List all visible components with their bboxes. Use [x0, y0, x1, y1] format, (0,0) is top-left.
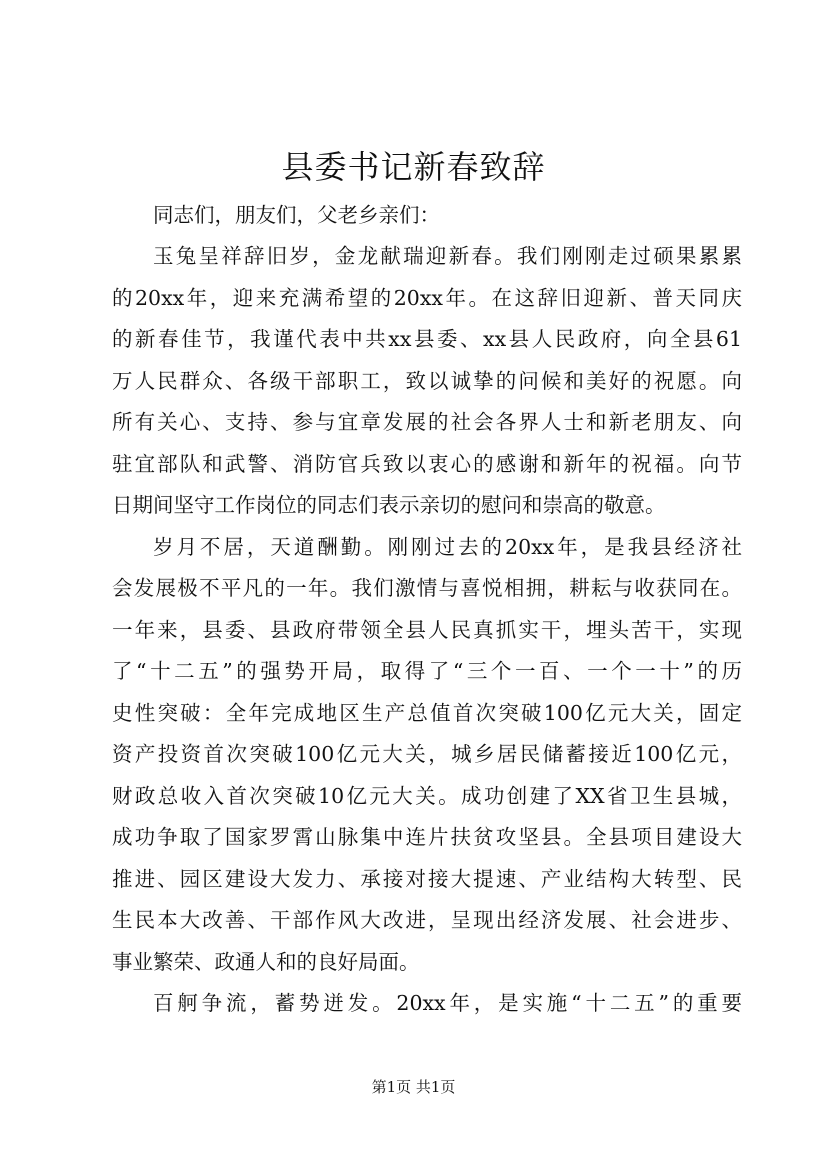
body-line: 资产投资首次突破100亿元大关，城乡居民储蓄接近100亿元，	[112, 742, 742, 766]
body-line: 所有关心、支持、参与宜章发展的社会各界人士和新老朋友、向	[112, 410, 742, 434]
body-line: 生民本大改善、干部作风大改进，呈现出经济发展、社会进步、	[112, 908, 742, 932]
page-footer: 第1页 共1页	[371, 1078, 456, 1096]
body-line: 财政总收入首次突破10亿元大关。成功创建了XX省卫生县城，	[112, 784, 742, 808]
body-line: 史性突破：全年完成地区生产总值首次突破100亿元大关，固定	[112, 701, 742, 725]
body-line: 成功争取了国家罗霄山脉集中连片扶贫攻坚县。全县项目建设大	[112, 825, 742, 849]
body-line: 的新春佳节，我谨代表中共xx县委、xx县人民政府，向全县61	[112, 327, 742, 351]
body-line: 的20xx年，迎来充满希望的20xx年。在这辞旧迎新、普天同庆	[112, 286, 742, 310]
body-line: 日期间坚守工作岗位的同志们表示亲切的慰问和崇高的敬意。	[112, 493, 666, 517]
body-line: 了“十二五”的强势开局，取得了“三个一百、一个一十”的历	[112, 659, 742, 683]
document-title: 县委书记新春致辞	[281, 148, 546, 186]
body-line: 万人民群众、各级干部职工，致以诚挚的问候和美好的祝愿。向	[112, 369, 742, 393]
body-line: 推进、园区建设大发力、承接对接大提速、产业结构大转型、民	[112, 867, 742, 891]
body-line: 事业繁荣、政通人和的良好局面。	[112, 950, 420, 974]
body-line: 百舸争流，蓄势迸发。20xx年，是实施“十二五”的重要	[153, 991, 742, 1015]
body-line: 会发展极不平凡的一年。我们激情与喜悦相拥，耕耘与收获同在。	[112, 576, 742, 600]
body-line: 驻宜部队和武警、消防官兵致以衷心的感谢和新年的祝福。向节	[112, 452, 742, 476]
body-line: 一年来，县委、县政府带领全县人民真抓实干，埋头苦干，实现	[112, 618, 742, 642]
salutation-line: 同志们，朋友们，父老乡亲们：	[153, 203, 440, 227]
body-line: 玉兔呈祥辞旧岁，金龙献瑞迎新春。我们刚刚走过硕果累累	[153, 244, 742, 268]
body-line: 岁月不居，天道酬勤。刚刚过去的20xx年，是我县经济社	[153, 535, 742, 559]
